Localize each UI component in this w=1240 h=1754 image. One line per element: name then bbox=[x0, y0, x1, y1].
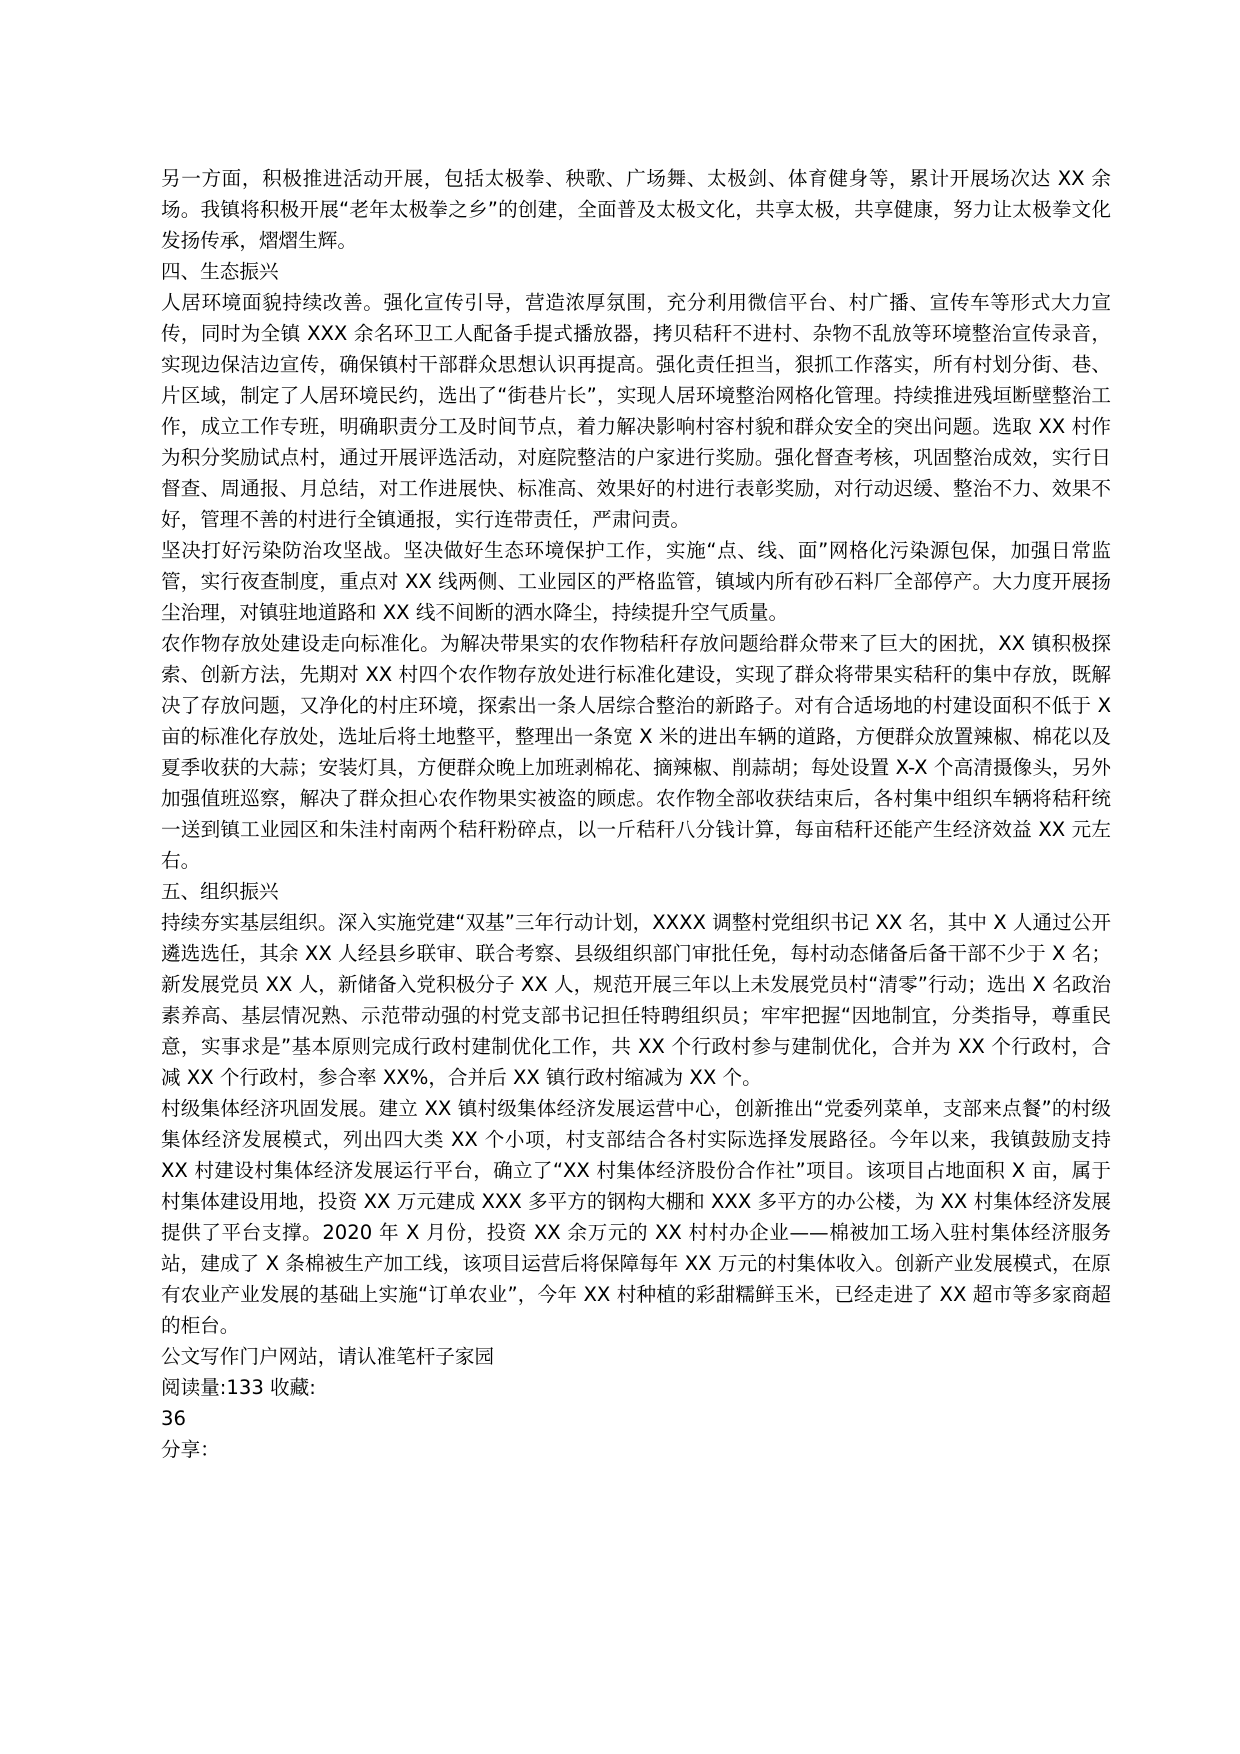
paragraph-living-environment: 人居环境面貌持续改善。强化宣传引导，营造浓厚氛围，充分利用微信平台、村广播、宣传车等形式大力宣传，同时为全镇 XXX 余名环卫工人配备手提式播放器，拷贝秸秆不进村、杂物不乱放等环境整治宣传录音，实现边保洁边宣传，确保镇村干部群众思想认识再提高。强化责任担当，狠抓工作落实，所有村划分街、巷、片区域，制定了人居环境民约，选出了“街巷片长”，实现人居环境整治网格化管理。持续推进残垣断壁整治工作，成立工作专班，明确职责分工及时间节点，着力解决影响村容村貌和群众安全的突出问题。选取 XX 村作为积分奖励试点村，通过开展评选活动，对庭院整洁的户家进行奖励。强化督查考核，巩固整治成效，实行日督查、周通报、月总结，对工作进展快、标准高、效果好的村进行表彰奖励，对行动迟缓、整治不力、效果不好，管理不善的村进行全镇通报，实行连带责任，严肃问责。 bbox=[161, 291, 1111, 531]
section-heading-ecology: 四、生态振兴 bbox=[161, 260, 279, 283]
paragraph-pollution-control: 坚决打好污染防治攻坚战。坚决做好生态环境保护工作，实施“点、线、面”网格化污染源包保，加强日常监管，实行夜查制度，重点对 XX 线两侧、工业园区的严格监管，镇域内所有砂石料厂全部停产。大力度开展扬尘治理，对镇驻地道路和 XX 线不间断的洒水降尘，持续提升空气质量。 bbox=[161, 539, 1111, 624]
favorite-count: 36 bbox=[161, 1407, 186, 1430]
document-page bbox=[161, 163, 1111, 1465]
site-note: 公文写作门户网站，请认准笔杆子家园 bbox=[161, 1345, 495, 1368]
share-label[interactable]: 分享： bbox=[161, 1438, 220, 1461]
section-heading-organization: 五、组织振兴 bbox=[161, 880, 279, 903]
paragraph-crop-storage: 农作物存放处建设走向标准化。为解决带果实的农作物秸秆存放问题给群众带来了巨大的困扰，XX 镇积极探索、创新方法，先期对 XX 村四个农作物存放处进行标准化建设，实现了群众将带果实秸秆的集中存放，既解决了存放问题，又净化的村庄环境，探索出一条人居综合整治的新路子。对有合适场地的村建设面积不低于 X 亩的标准化存放处，选址后将土地整平，整理出一条宽 X 米的进出车辆的道路，方便群众放置辣椒、棉花以及夏季收获的大蒜；安装灯具，方便群众晚上加班剥棉花、摘辣椒、削蒜胡；每处设置 X-X 个高清摄像头，另外加强值班巡察，解决了群众担心农作物果实被盗的顾虑。农作物全部收获结束后，各村集中组织车辆将秸秆统一送到镇工业园区和朱洼村南两个秸秆粉碎点，以一斤秸秆八分钱计算，每亩秸秆还能产生经济效益 XX 元左右。 bbox=[161, 632, 1111, 872]
paragraph-grassroots-organization: 持续夯实基层组织。深入实施党建“双基”三年行动计划，XXXX 调整村党组织书记 XX 名，其中 X 人通过公开遴选选任，其余 XX 人经县乡联审、联合考察、县级组织部门审批任免，每村动态储备后备干部不少于 X 名；新发展党员 XX 人，新储备入党积极分子 XX 人，规范开展三年以上未发展党员村“清零”行动；选出 X 名政治素养高、基层情况熟、示范带动强的村党支部书记担任特聘组织员；牢牢把握“因地制宜，分类指导，尊重民意，实事求是”基本原则完成行政村建制优化工作，共 XX 个行政村参与建制优化，合并为 XX 个行政村，合减 XX 个行政村，参合率 XX%，合并后 XX 镇行政村缩减为 XX 个。 bbox=[161, 911, 1111, 1089]
paragraph-taiji-activities: 另一方面，积极推进活动开展，包括太极拳、秧歌、广场舞、太极剑、体育健身等，累计开展场次达 XX 余场。我镇将积极开展“老年太极拳之乡”的创建，全面普及太极文化，共享太极，共享健康，努力让太极拳文化发扬传承，熠熠生辉。 bbox=[161, 167, 1111, 252]
paragraph-collective-economy: 村级集体经济巩固发展。建立 XX 镇村级集体经济发展运营中心，创新推出“党委列菜单，支部来点餐”的村级集体经济发展模式，列出四大类 XX 个小项，村支部结合各村实际选择发展路径。今年以来，我镇鼓励支持 XX 村建设村集体经济发展运行平台，确立了“XX 村集体经济股份合作社”项目。该项目占地面积 X 亩，属于村集体建设用地，投资 XX 万元建成 XXX 多平方的钢构大棚和 XXX 多平方的办公楼，为 XX 村集体经济发展提供了平台支撑。2020 年 X 月份，投资 XX 余万元的 XX 村村办企业——棉被加工场入驻村集体经济服务站，建成了 X 条棉被生产加工线，该项目运营后将保障每年 XX 万元的村集体收入。创新产业发展模式，在原有农业产业发展的基础上实施“订单农业”，今年 XX 村种植的彩甜糯鲜玉米，已经走进了 XX 超市等多家商超的柜台。 bbox=[161, 1097, 1111, 1337]
read-count-line: 阅读量:133 收藏: bbox=[161, 1376, 316, 1399]
